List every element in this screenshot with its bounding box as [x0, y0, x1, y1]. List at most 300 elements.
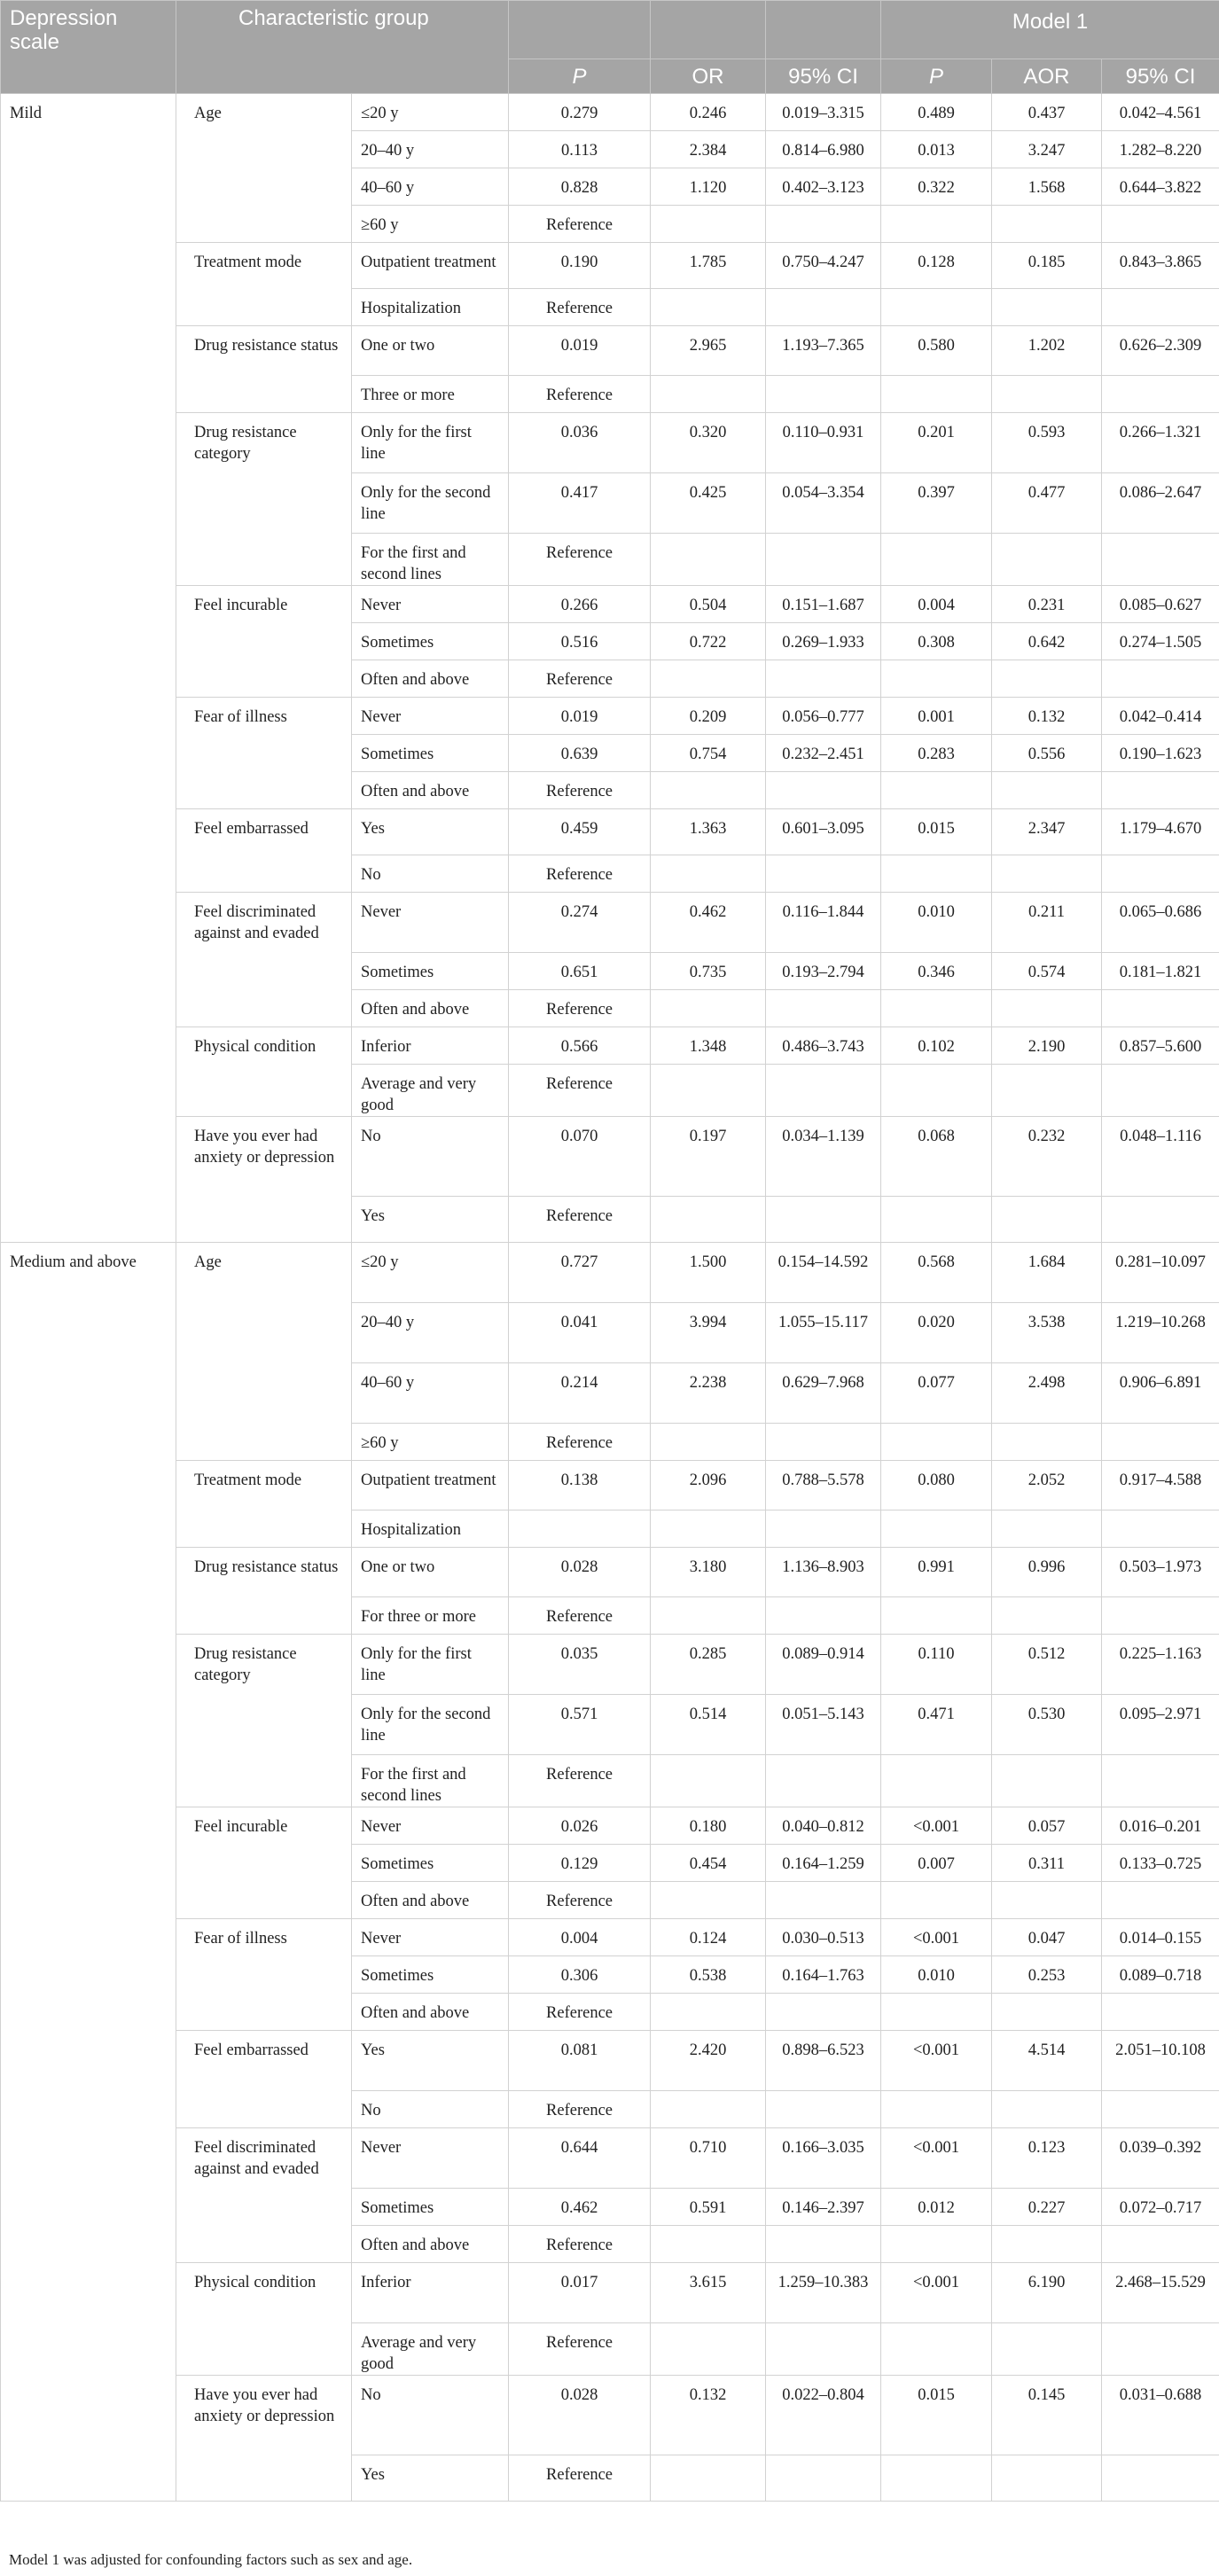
value-cell	[992, 2226, 1102, 2263]
header-characteristic-group: Characteristic group	[176, 1, 509, 94]
value-cell: 0.814–6.980	[766, 131, 881, 168]
value-cell: 0.128	[881, 243, 992, 289]
subgroup-cell: Hospitalization	[352, 1510, 509, 1548]
subgroup-cell: One or two	[352, 1548, 509, 1597]
value-cell	[992, 1994, 1102, 2031]
value-cell	[1102, 660, 1219, 698]
value-cell	[992, 1882, 1102, 1919]
value-cell	[766, 206, 881, 243]
value-cell: 0.626–2.309	[1102, 326, 1219, 376]
value-cell: 0.574	[992, 953, 1102, 990]
characteristic-cell: Fear of illness	[176, 1919, 352, 2031]
value-cell	[881, 660, 992, 698]
value-cell: 1.500	[651, 1243, 766, 1303]
value-cell	[992, 1065, 1102, 1117]
value-cell: 0.022–0.804	[766, 2376, 881, 2455]
table-body	[1, 94, 1219, 2502]
table-row	[1, 413, 1219, 473]
value-cell: 0.906–6.891	[1102, 1363, 1219, 1424]
value-cell	[992, 2091, 1102, 2128]
value-cell	[1102, 1994, 1219, 2031]
value-cell: 0.012	[881, 2189, 992, 2226]
value-cell: 0.133–0.725	[1102, 1845, 1219, 1882]
subgroup-cell: Outpatient treatment	[352, 243, 509, 289]
value-cell: 0.042–0.414	[1102, 698, 1219, 735]
value-cell: Reference	[509, 1065, 651, 1117]
value-cell: 1.568	[992, 168, 1102, 206]
header-ci: 95% CI	[766, 59, 881, 94]
value-cell: 0.041	[509, 1303, 651, 1363]
subgroup-cell: Sometimes	[352, 735, 509, 772]
value-cell	[1102, 1510, 1219, 1548]
value-cell: Reference	[509, 376, 651, 413]
value-cell: <0.001	[881, 1807, 992, 1845]
value-cell: 0.116–1.844	[766, 893, 881, 953]
subgroup-cell: Often and above	[352, 660, 509, 698]
value-cell	[651, 2226, 766, 2263]
value-cell	[1102, 2226, 1219, 2263]
value-cell: 0.269–1.933	[766, 623, 881, 660]
characteristic-cell: Age	[176, 1243, 352, 1461]
value-cell: 0.462	[509, 2189, 651, 2226]
value-cell: 0.138	[509, 1461, 651, 1510]
value-cell: 0.095–2.971	[1102, 1695, 1219, 1755]
value-cell: 0.020	[881, 1303, 992, 1363]
value-cell: 1.219–10.268	[1102, 1303, 1219, 1363]
characteristic-cell: Drug resistance status	[176, 1548, 352, 1635]
subgroup-cell: Yes	[352, 2031, 509, 2091]
value-cell: 2.468–15.529	[1102, 2263, 1219, 2323]
value-cell	[992, 990, 1102, 1027]
depression-scale-cell: Mild	[1, 94, 176, 1243]
value-cell: 1.363	[651, 809, 766, 855]
value-cell: 0.123	[992, 2128, 1102, 2189]
value-cell	[651, 1424, 766, 1461]
value-cell: 0.285	[651, 1635, 766, 1695]
value-cell	[1102, 289, 1219, 326]
value-cell: 0.132	[651, 2376, 766, 2455]
value-cell	[651, 2455, 766, 2502]
value-cell: 0.566	[509, 1027, 651, 1065]
value-cell: 0.081	[509, 2031, 651, 2091]
value-cell: 0.185	[992, 243, 1102, 289]
value-cell: 0.016–0.201	[1102, 1807, 1219, 1845]
value-cell: 0.308	[881, 623, 992, 660]
value-cell	[1102, 1065, 1219, 1117]
value-cell	[651, 534, 766, 586]
value-cell: 0.028	[509, 2376, 651, 2455]
header-or: OR	[651, 59, 766, 94]
value-cell: 0.556	[992, 735, 1102, 772]
value-cell: 0.571	[509, 1695, 651, 1755]
value-cell: Reference	[509, 289, 651, 326]
value-cell: 0.034–1.139	[766, 1117, 881, 1197]
value-cell: 0.193–2.794	[766, 953, 881, 990]
table-row	[1, 1548, 1219, 1597]
value-cell	[881, 1065, 992, 1117]
value-cell	[509, 1510, 651, 1548]
value-cell: Reference	[509, 2091, 651, 2128]
value-cell	[992, 289, 1102, 326]
value-cell: 0.057	[992, 1807, 1102, 1845]
characteristic-cell: Drug resistance category	[176, 1635, 352, 1807]
value-cell	[651, 990, 766, 1027]
value-cell	[651, 1197, 766, 1243]
value-cell: 0.232	[992, 1117, 1102, 1197]
value-cell: 0.320	[651, 413, 766, 473]
value-cell: Reference	[509, 2455, 651, 2502]
table-row	[1, 2263, 1219, 2323]
value-cell	[766, 1994, 881, 2031]
value-cell: 2.190	[992, 1027, 1102, 1065]
value-cell: 0.028	[509, 1548, 651, 1597]
header-blank-1	[509, 1, 651, 59]
value-cell: 0.311	[992, 1845, 1102, 1882]
value-cell: 0.190–1.623	[1102, 735, 1219, 772]
value-cell	[1102, 376, 1219, 413]
value-cell: 0.211	[992, 893, 1102, 953]
value-cell: 0.014–0.155	[1102, 1919, 1219, 1956]
value-cell	[881, 1510, 992, 1548]
value-cell: 3.180	[651, 1548, 766, 1597]
value-cell: 0.197	[651, 1117, 766, 1197]
value-cell: 0.151–1.687	[766, 586, 881, 623]
value-cell	[992, 376, 1102, 413]
value-cell: 0.113	[509, 131, 651, 168]
value-cell: 0.538	[651, 1956, 766, 1994]
table-row	[1, 809, 1219, 855]
value-cell: 0.710	[651, 2128, 766, 2189]
value-cell: 0.180	[651, 1807, 766, 1845]
value-cell: 0.017	[509, 2263, 651, 2323]
value-cell	[766, 1424, 881, 1461]
subgroup-cell: Inferior	[352, 2263, 509, 2323]
value-cell	[766, 855, 881, 893]
table-row	[1, 1635, 1219, 1695]
value-cell: 0.068	[881, 1117, 992, 1197]
value-cell: 0.454	[651, 1845, 766, 1882]
subgroup-cell: Never	[352, 893, 509, 953]
value-cell: 0.047	[992, 1919, 1102, 1956]
header-blank-2	[651, 1, 766, 59]
value-cell: 0.102	[881, 1027, 992, 1065]
characteristic-cell: Feel embarrassed	[176, 809, 352, 893]
subgroup-cell: Sometimes	[352, 1845, 509, 1882]
value-cell: 0.568	[881, 1243, 992, 1303]
value-cell	[881, 1597, 992, 1635]
value-cell: 0.054–3.354	[766, 473, 881, 534]
characteristic-cell: Feel incurable	[176, 1807, 352, 1919]
value-cell: 0.591	[651, 2189, 766, 2226]
value-cell: 0.080	[881, 1461, 992, 1510]
value-cell	[651, 855, 766, 893]
characteristic-cell: Treatment mode	[176, 1461, 352, 1548]
value-cell: 0.593	[992, 413, 1102, 473]
value-cell	[651, 206, 766, 243]
value-cell	[881, 1882, 992, 1919]
characteristic-cell: Treatment mode	[176, 243, 352, 326]
subgroup-cell: Never	[352, 1919, 509, 1956]
value-cell: 0.274–1.505	[1102, 623, 1219, 660]
value-cell	[1102, 2323, 1219, 2376]
value-cell	[881, 772, 992, 809]
value-cell	[881, 2455, 992, 2502]
value-cell	[1102, 534, 1219, 586]
value-cell	[766, 1065, 881, 1117]
value-cell: 0.231	[992, 586, 1102, 623]
value-cell: 0.010	[881, 893, 992, 953]
subgroup-cell: Only for the second line	[352, 1695, 509, 1755]
subgroup-cell: 40–60 y	[352, 1363, 509, 1424]
subgroup-cell: 20–40 y	[352, 1303, 509, 1363]
characteristic-cell: Physical condition	[176, 2263, 352, 2376]
value-cell: 2.051–10.108	[1102, 2031, 1219, 2091]
value-cell: Reference	[509, 206, 651, 243]
value-cell: 2.420	[651, 2031, 766, 2091]
header-model1: Model 1	[881, 1, 1219, 59]
value-cell: 0.644–3.822	[1102, 168, 1219, 206]
subgroup-cell: ≥60 y	[352, 1424, 509, 1461]
value-cell	[992, 855, 1102, 893]
value-cell	[651, 1597, 766, 1635]
header-ci-adjusted: 95% CI	[1102, 59, 1219, 94]
value-cell: 0.402–3.123	[766, 168, 881, 206]
subgroup-cell: For the first and second lines	[352, 1755, 509, 1807]
table-row	[1, 1919, 1219, 1956]
value-cell: 0.322	[881, 168, 992, 206]
value-cell: 0.651	[509, 953, 651, 990]
value-cell: 0.010	[881, 1956, 992, 1994]
value-cell: 1.179–4.670	[1102, 809, 1219, 855]
subgroup-cell: Average and very good	[352, 1065, 509, 1117]
value-cell: 1.785	[651, 243, 766, 289]
value-cell	[766, 1882, 881, 1919]
value-cell: 0.283	[881, 735, 992, 772]
value-cell	[1102, 1882, 1219, 1919]
value-cell	[651, 376, 766, 413]
value-cell: 0.035	[509, 1635, 651, 1695]
value-cell: 1.348	[651, 1027, 766, 1065]
value-cell	[766, 990, 881, 1027]
characteristic-cell: Drug resistance status	[176, 326, 352, 413]
value-cell	[766, 2455, 881, 2502]
characteristic-cell: Feel discriminated against and evaded	[176, 893, 352, 1027]
value-cell: 0.089–0.718	[1102, 1956, 1219, 1994]
value-cell	[1102, 990, 1219, 1027]
subgroup-cell: Never	[352, 698, 509, 735]
value-cell: 0.397	[881, 473, 992, 534]
value-cell: 0.048–1.116	[1102, 1117, 1219, 1197]
value-cell: 0.227	[992, 2189, 1102, 2226]
value-cell: 0.110–0.931	[766, 413, 881, 473]
value-cell: 0.039–0.392	[1102, 2128, 1219, 2189]
value-cell: 0.031–0.688	[1102, 2376, 1219, 2455]
characteristic-cell: Feel incurable	[176, 586, 352, 698]
header-p-adjusted: P	[881, 59, 992, 94]
subgroup-cell: Yes	[352, 2455, 509, 2502]
value-cell: 0.036	[509, 413, 651, 473]
value-cell: 0.007	[881, 1845, 992, 1882]
subgroup-cell: Only for the second line	[352, 473, 509, 534]
value-cell: Reference	[509, 772, 651, 809]
subgroup-cell: Often and above	[352, 1882, 509, 1919]
value-cell	[766, 660, 881, 698]
value-cell: 0.417	[509, 473, 651, 534]
value-cell: 0.486–3.743	[766, 1027, 881, 1065]
value-cell: 0.754	[651, 735, 766, 772]
value-cell: 0.065–0.686	[1102, 893, 1219, 953]
characteristic-cell: Feel embarrassed	[176, 2031, 352, 2128]
value-cell	[766, 289, 881, 326]
value-cell	[651, 1994, 766, 2031]
depression-scale-cell: Medium and above	[1, 1243, 176, 2502]
value-cell: 0.132	[992, 698, 1102, 735]
subgroup-cell: Often and above	[352, 772, 509, 809]
value-cell: 1.202	[992, 326, 1102, 376]
value-cell: 0.129	[509, 1845, 651, 1882]
value-cell: 0.070	[509, 1117, 651, 1197]
value-cell: 0.001	[881, 698, 992, 735]
value-cell	[881, 534, 992, 586]
value-cell: 0.232–2.451	[766, 735, 881, 772]
value-cell: 0.788–5.578	[766, 1461, 881, 1510]
value-cell: 0.110	[881, 1635, 992, 1695]
value-cell	[992, 660, 1102, 698]
value-cell	[766, 2323, 881, 2376]
value-cell: 2.347	[992, 809, 1102, 855]
value-cell: 0.089–0.914	[766, 1635, 881, 1695]
value-cell: 2.498	[992, 1363, 1102, 1424]
value-cell	[881, 206, 992, 243]
table-row	[1, 893, 1219, 953]
value-cell: 0.459	[509, 809, 651, 855]
value-cell	[881, 1197, 992, 1243]
value-cell: 0.040–0.812	[766, 1807, 881, 1845]
value-cell	[651, 2323, 766, 2376]
value-cell	[651, 289, 766, 326]
value-cell: 0.266	[509, 586, 651, 623]
value-cell: 2.052	[992, 1461, 1102, 1510]
value-cell	[881, 990, 992, 1027]
subgroup-cell: Yes	[352, 809, 509, 855]
value-cell: Reference	[509, 1994, 651, 2031]
value-cell: 0.991	[881, 1548, 992, 1597]
value-cell: 0.015	[881, 809, 992, 855]
value-cell: 0.281–10.097	[1102, 1243, 1219, 1303]
characteristic-cell: Age	[176, 94, 352, 243]
subgroup-cell: ≤20 y	[352, 1243, 509, 1303]
table-row	[1, 94, 1219, 131]
table-row	[1, 243, 1219, 289]
value-cell: 1.684	[992, 1243, 1102, 1303]
value-cell: Reference	[509, 2226, 651, 2263]
value-cell: 0.015	[881, 2376, 992, 2455]
value-cell: Reference	[509, 990, 651, 1027]
table-row	[1, 698, 1219, 735]
value-cell	[1102, 855, 1219, 893]
value-cell: Reference	[509, 1597, 651, 1635]
value-cell	[992, 1510, 1102, 1548]
value-cell: 3.615	[651, 2263, 766, 2323]
value-cell: 0.437	[992, 94, 1102, 131]
value-cell: 0.166–3.035	[766, 2128, 881, 2189]
value-cell	[881, 1994, 992, 2031]
header-p: P	[509, 59, 651, 94]
value-cell	[1102, 772, 1219, 809]
subgroup-cell: Yes	[352, 1197, 509, 1243]
value-cell: 0.164–1.259	[766, 1845, 881, 1882]
value-cell: 0.629–7.968	[766, 1363, 881, 1424]
table-row	[1, 1243, 1219, 1303]
value-cell: 0.857–5.600	[1102, 1027, 1219, 1065]
value-cell	[766, 1197, 881, 1243]
value-cell: 0.306	[509, 1956, 651, 1994]
value-cell	[766, 1510, 881, 1548]
table-header	[1, 1, 1219, 94]
value-cell	[1102, 1755, 1219, 1807]
table-row	[1, 326, 1219, 376]
table-row	[1, 2031, 1219, 2091]
value-cell	[1102, 1597, 1219, 1635]
value-cell	[651, 1882, 766, 1919]
value-cell: 2.096	[651, 1461, 766, 1510]
value-cell	[651, 1065, 766, 1117]
value-cell: 0.077	[881, 1363, 992, 1424]
value-cell: 0.735	[651, 953, 766, 990]
value-cell	[651, 772, 766, 809]
value-cell: 2.965	[651, 326, 766, 376]
value-cell: 0.124	[651, 1919, 766, 1956]
subgroup-cell: For three or more	[352, 1597, 509, 1635]
value-cell: 3.994	[651, 1303, 766, 1363]
value-cell: 2.384	[651, 131, 766, 168]
subgroup-cell: Often and above	[352, 2226, 509, 2263]
value-cell	[881, 376, 992, 413]
value-cell: 0.146–2.397	[766, 2189, 881, 2226]
value-cell: 0.030–0.513	[766, 1919, 881, 1956]
value-cell: 0.503–1.973	[1102, 1548, 1219, 1597]
value-cell	[766, 2091, 881, 2128]
value-cell: 0.462	[651, 893, 766, 953]
subgroup-cell: 40–60 y	[352, 168, 509, 206]
subgroup-cell: Outpatient treatment	[352, 1461, 509, 1510]
subgroup-cell: Only for the first line	[352, 1635, 509, 1695]
value-cell: Reference	[509, 855, 651, 893]
subgroup-cell: Average and very good	[352, 2323, 509, 2376]
value-cell	[1102, 2455, 1219, 2502]
value-cell: 0.644	[509, 2128, 651, 2189]
value-cell	[881, 2091, 992, 2128]
value-cell: 0.642	[992, 623, 1102, 660]
value-cell: Reference	[509, 1424, 651, 1461]
value-cell: 0.722	[651, 623, 766, 660]
subgroup-cell: One or two	[352, 326, 509, 376]
subgroup-cell: Only for the first line	[352, 413, 509, 473]
subgroup-cell: No	[352, 1117, 509, 1197]
value-cell: <0.001	[881, 2128, 992, 2189]
value-cell	[766, 376, 881, 413]
value-cell: 4.514	[992, 2031, 1102, 2091]
value-cell: 0.253	[992, 1956, 1102, 1994]
value-cell: 0.274	[509, 893, 651, 953]
value-cell: 0.086–2.647	[1102, 473, 1219, 534]
value-cell	[992, 1197, 1102, 1243]
subgroup-cell: Never	[352, 2128, 509, 2189]
table-row	[1, 1117, 1219, 1197]
value-cell: Reference	[509, 534, 651, 586]
value-cell: 0.996	[992, 1548, 1102, 1597]
value-cell: <0.001	[881, 2263, 992, 2323]
